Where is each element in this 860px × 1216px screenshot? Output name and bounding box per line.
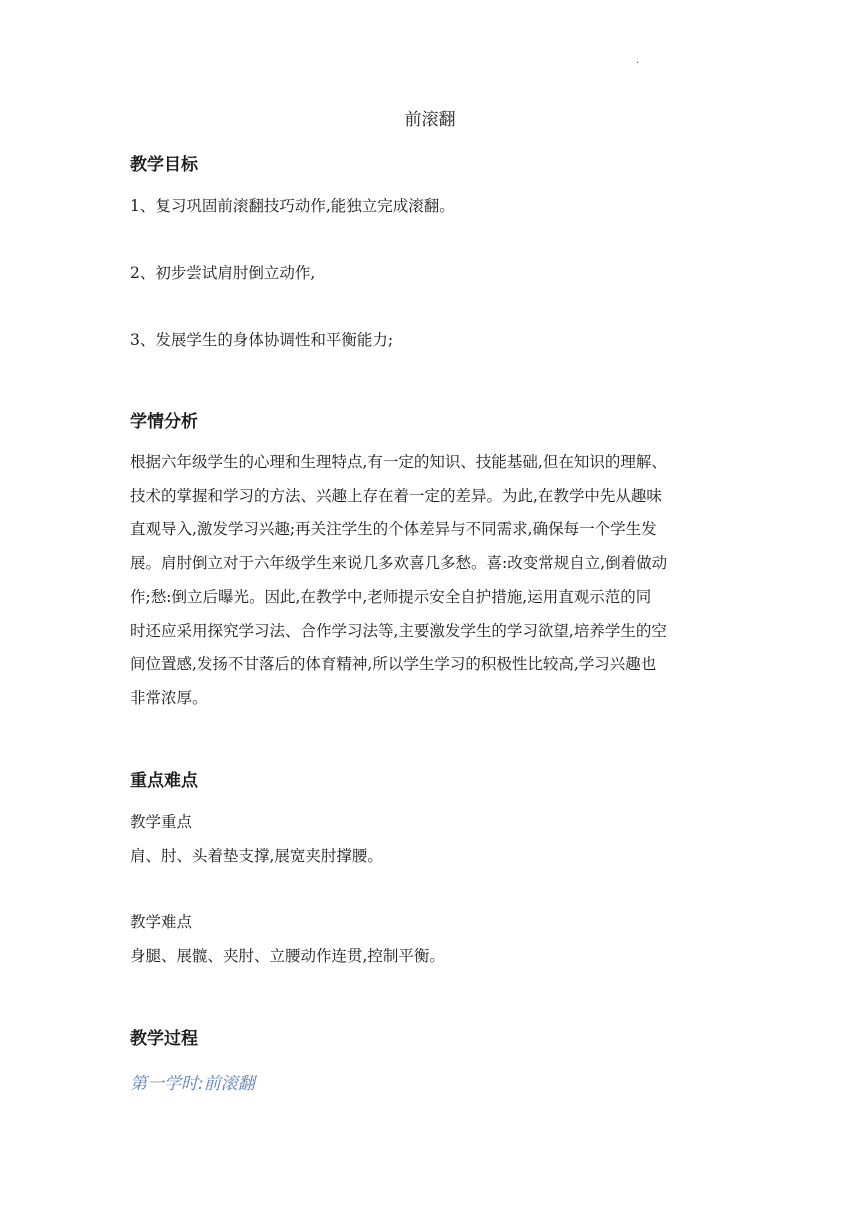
goal-item-1: 1、复习巩固前滚翻技巧动作,能独立完成滚翻。 bbox=[130, 197, 455, 215]
goal-item-3: 3、发展学生的身体协调性和平衡能力; bbox=[130, 331, 394, 349]
goal-item-2: 2、初步尝试肩肘倒立动作, bbox=[130, 264, 316, 282]
lesson-subheading: 第一学时:前滚翻 bbox=[130, 1074, 255, 1094]
analysis-line: 技术的掌握和学习的方法、兴趣上存在着一定的差异。为此,在教学中先从趣味 bbox=[130, 486, 662, 505]
heading-goals: 教学目标 bbox=[130, 155, 198, 175]
document-title: 前滚翻 bbox=[404, 110, 456, 130]
analysis-line: 非常浓厚。 bbox=[130, 688, 208, 707]
analysis-line: 根据六年级学生的心理和生理特点,有一定的知识、技能基础,但在知识的理解、 bbox=[130, 453, 667, 471]
analysis-line: 直观导入,激发学习兴趣;再关注学生的个体差异与不同需求,确保每一个学生发 bbox=[130, 520, 657, 539]
header-mark: . bbox=[636, 55, 640, 66]
heading-process: 教学过程 bbox=[130, 1029, 198, 1049]
heading-keypoints: 重点难点 bbox=[130, 771, 198, 791]
analysis-line: 间位置感,发扬不甘落后的体育精神,所以学生学习的积极性比较高,学习兴趣也 bbox=[130, 655, 657, 674]
heading-analysis: 学情分析 bbox=[130, 412, 198, 432]
difficulty-label: 教学难点 bbox=[130, 913, 193, 931]
analysis-line: 展。肩肘倒立对于六年级学生来说几多欢喜几多愁。喜:改变常规自立,倒着做动 bbox=[130, 554, 668, 573]
analysis-paragraph bbox=[130, 446, 730, 716]
difficulty-text: 身腿、展髋、夹肘、立腰动作连贯,控制平衡。 bbox=[130, 947, 445, 965]
focus-label: 教学重点 bbox=[130, 813, 193, 831]
analysis-line: 作;愁:倒立后曝光。因此,在教学中,老师提示安全自护措施,运用直观示范的同 bbox=[130, 587, 652, 606]
focus-text: 肩、肘、头着垫支撑,展宽夹肘撑腰。 bbox=[130, 847, 383, 865]
analysis-line: 时还应采用探究学习法、合作学习法等,主要激发学生的学习欲望,培养学生的空 bbox=[130, 621, 667, 640]
